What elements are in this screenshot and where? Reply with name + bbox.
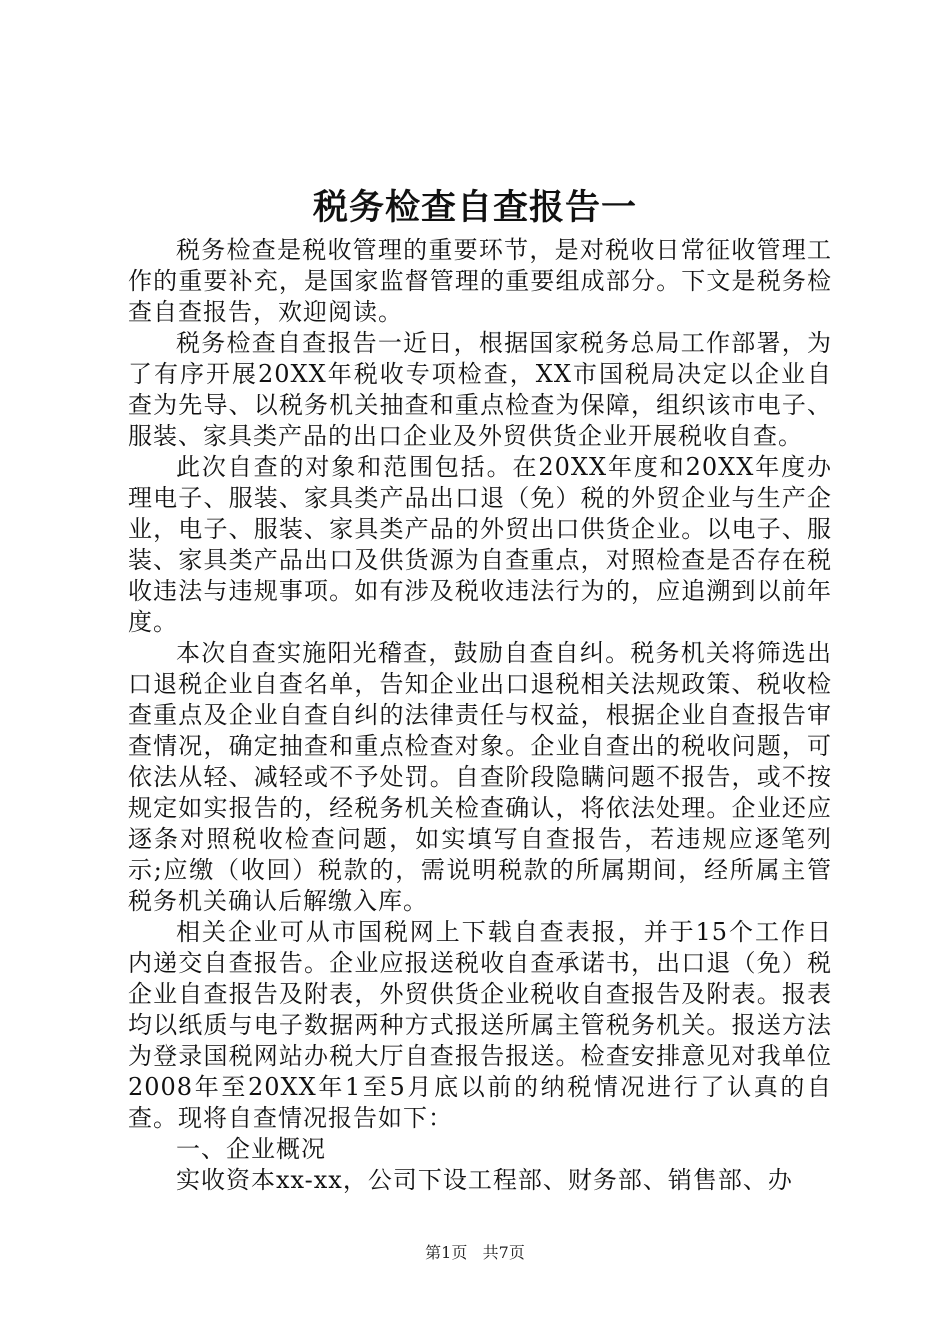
page-footer — [0, 1242, 950, 1264]
document-title: 税务检查自查报告一 — [312, 187, 637, 228]
paragraph-intro: 税务检查是税收管理的重要环节，是对税收日常征收管理工作的重要补充，是国家监督管理的重要组成部分。下文是税务检查自查报告，欢迎阅读。 — [128, 236, 832, 326]
page-total: 共7页 — [482, 1243, 525, 1262]
page-gap — [472, 1243, 477, 1262]
paragraph-background: 税务检查自查报告一近日，根据国家税务总局工作部署，为了有序开展20XX年税收专项检查，XX市国税局决定以企业自查为先导、以税务机关抽查和重点检查为保障，组织该市电子、服装、家具类产品的出口企业及外贸供货企业开展税收自查。 — [128, 329, 832, 450]
document-body — [128, 235, 832, 1196]
page-number: 第1页 — [425, 1243, 468, 1262]
section-heading-company-overview: 一、企业概况 — [176, 1135, 326, 1163]
paragraph-submission: 相关企业可从市国税网上下载自查表报，并于15个工作日内递交自查报告。企业应报送税收自查承诺书，出口退（免）税企业自查报告及附表，外贸供货企业税收自查报告及附表。报表均以纸质与电子数据两种方式报送所属主管税务机关。报送方法为登录国税网站办税大厅自查报告报送。检查安排意见对我单位2008年至20XX年1至5月底以前的纳税情况进行了认真的自查。现将自查情况报告如下： — [128, 918, 832, 1132]
paragraph-company-capital: 实收资本xx-xx，公司下设工程部、财务部、销售部、办 — [176, 1166, 793, 1194]
paragraph-procedure: 本次自查实施阳光稽查，鼓励自查自纠。税务机关将筛选出口退税企业自查名单，告知企业出口退税相关法规政策、税收检查重点及企业自查自纠的法律责任与权益，根据企业自查报告审查情况，确定抽查和重点检查对象。企业自查出的税收问题，可依法从轻、减轻或不予处罚。自查阶段隐瞒问题不报告，或不按规定如实报告的，经税务机关检查确认，将依法处理。企业还应逐条对照税收检查问题，如实填写自查报告，若违规应逐笔列示;应缴（收回）税款的，需说明税款的所属期间，经所属主管税务机关确认后解缴入库。 — [128, 639, 832, 915]
paragraph-scope: 此次自查的对象和范围包括。在20XX年度和20XX年度办理电子、服装、家具类产品出口退（免）税的外贸企业与生产企业，电子、服装、家具类产品的外贸出口供货企业。以电子、服装、家具类产品出口及供货源为自查重点，对照检查是否存在税收违法与违规事项。如有涉及税收违法行为的，应追溯到以前年度。 — [128, 453, 832, 636]
